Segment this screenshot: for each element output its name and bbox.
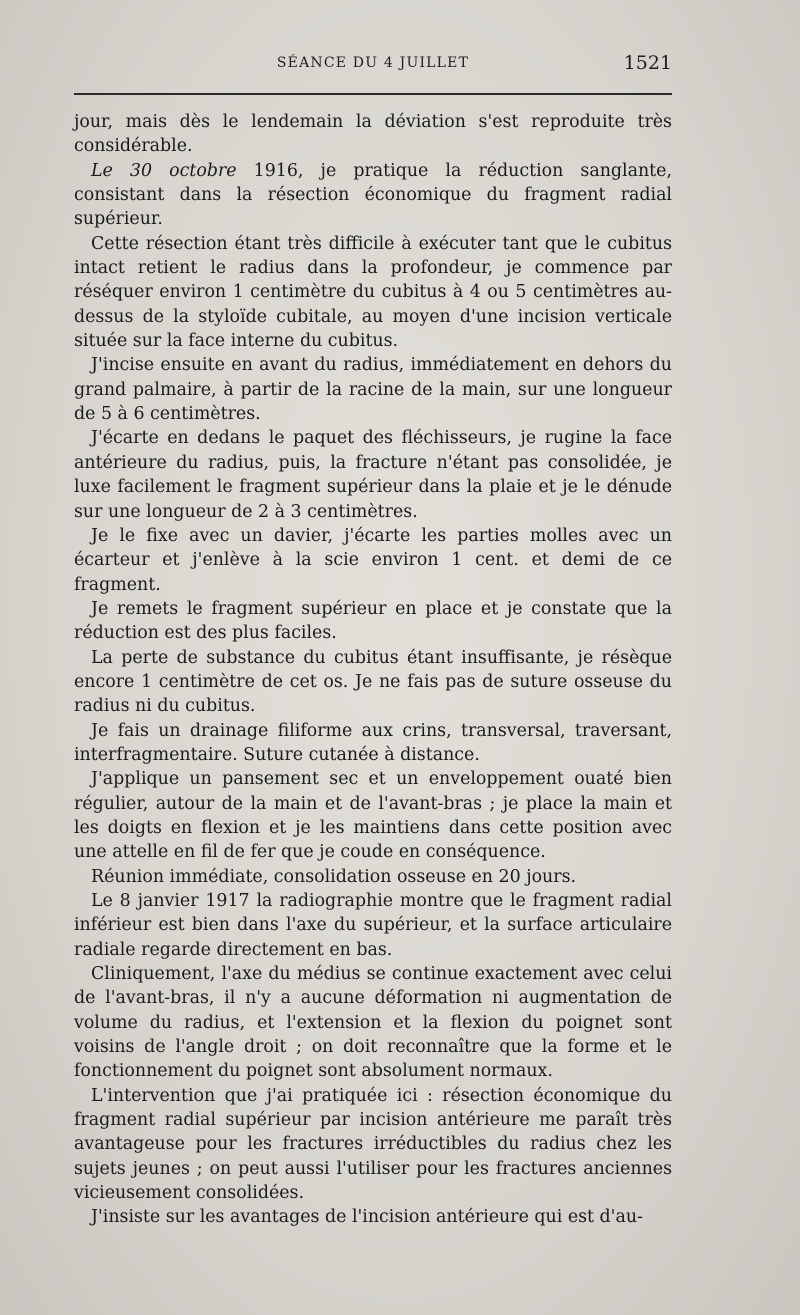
paragraph	[74, 159, 672, 232]
paragraph: J'insiste sur les avantages de l'incision antérieure qui est d'au-	[91, 1207, 643, 1228]
italic-date: Le 30 octobre	[91, 160, 237, 181]
running-head: SÉANCE DU 4 JUILLET	[276, 55, 470, 71]
page-header	[74, 52, 672, 78]
paragraph: Cette résection étant très difficile à exécuter tant que le cubitus intact retient le radius dans la profondeur, je commence par réséquer environ 1 centimètre du cubitus à 4 ou 5 centimètres au-dessus de la styloïde cubitale, au moyen d'une incision verticale située sur la face interne du cubitus.	[74, 233, 672, 352]
paragraph: Je fais un drainage filiforme aux crins, transversal, traversant, interfragmentaire. Suture cutanée à distance.	[74, 720, 672, 765]
header-rule	[74, 93, 672, 95]
paragraph: J'applique un pansement sec et un enveloppement ouaté bien régulier, autour de la main et de l'avant-bras ; je place la main et les doigts en flexion et je les maintiens dans cette position avec une attelle en fil de fer que je coude en conséquence.	[74, 769, 672, 863]
paragraph: La perte de substance du cubitus étant insuffisante, je résèque encore 1 centimètre de cet os. Je ne fais pas de suture osseuse du radius ni du cubitus.	[74, 647, 672, 717]
paragraph: Cliniquement, l'axe du médius se continue exactement avec celui de l'avant-bras, il n'y a aucune déformation ni augmentation de volume du radius, et l'extension et la flexion du poignet sont voisins de l'angle droit ; on doit reconnaître que la forme et le fonctionnement du poignet sont absolument normaux.	[74, 964, 672, 1082]
paragraph: jour, mais dès le lendemain la déviation s'est reproduite très considérable.	[74, 112, 672, 157]
body-text	[74, 110, 672, 1230]
paragraph: L'intervention que j'ai pratiquée ici : résection économique du fragment radial supérieur par incision antérieure me paraît très avantageuse pour les fractures irréductibles du radius chez les sujets jeunes ; on peut aussi l'utiliser pour les fractures anciennes vicieusement consolidées.	[74, 1085, 672, 1204]
paragraph: Je le fixe avec un davier, j'écarte les parties molles avec un écarteur et j'enlève à la scie environ 1 cent. et demi de ce fragment.	[74, 525, 672, 595]
paragraph-text: 1916, je pratique la réduction sanglante, consistant dans la résection économique du fragment radial supérieur.	[74, 160, 672, 230]
paragraph: Le 8 janvier 1917 la radiographie montre que le fragment radial inférieur est bien dans l'axe du supérieur, et la surface articulaire radiale regarde directement en bas.	[74, 891, 672, 960]
paragraph: J'incise ensuite en avant du radius, immédiatement en dehors du grand palmaire, à partir de la racine de la main, sur une longueur de 5 à 6 centimètres.	[74, 355, 672, 425]
page-number: 1521	[623, 52, 672, 74]
paragraph: J'écarte en dedans le paquet des fléchisseurs, je rugine la face antérieure du radius, puis, la fracture n'étant pas consolidée, je luxe facilement le fragment supérieur dans la plaie et je le dénude sur une longueur de 2 à 3 centimètres.	[74, 428, 672, 522]
paragraph: Je remets le fragment supérieur en place et je constate que la réduction est des plus faciles.	[74, 598, 672, 644]
paragraph: Réunion immédiate, consolidation osseuse en 20 jours.	[91, 866, 577, 887]
